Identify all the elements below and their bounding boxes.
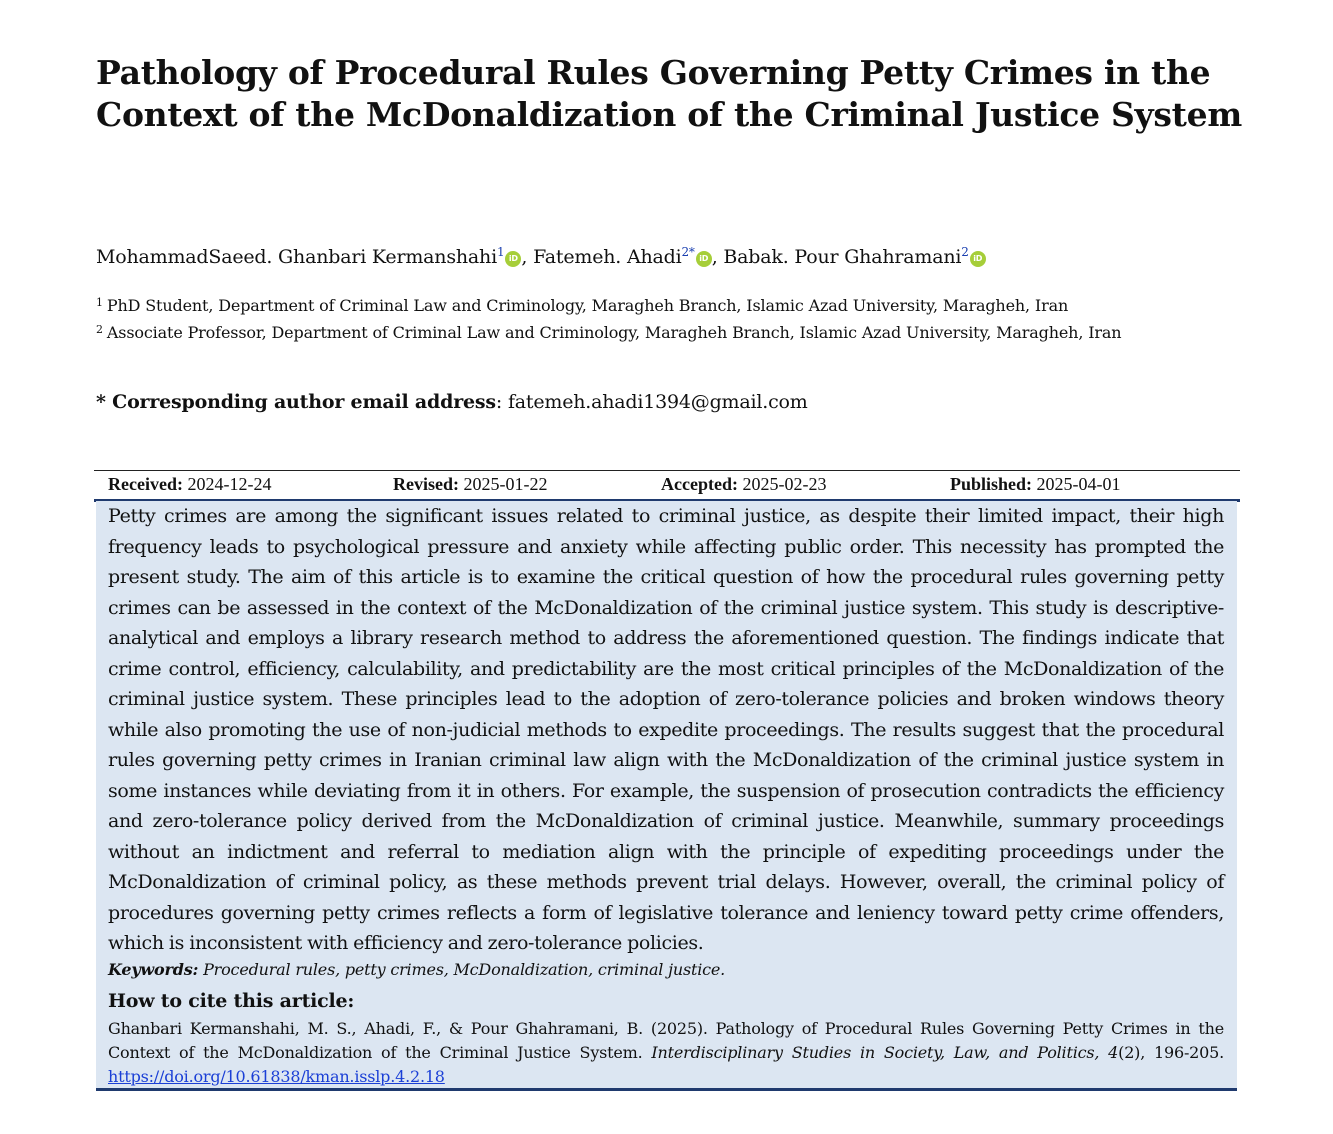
affiliation-text: PhD Student, Department of Criminal Law and Criminology, Maragheh Branch, Islamic Azad University, Maragheh, Iran xyxy=(106,296,1069,315)
orcid-icon[interactable]: iD xyxy=(970,251,986,267)
author-name: MohammadSaeed. Ghanbari Kermanshahi xyxy=(96,246,497,268)
date-value: 2025-02-23 xyxy=(742,474,827,494)
date-label: Published: xyxy=(950,474,1033,494)
date-label: Revised: xyxy=(393,474,459,494)
author-name: Fatemeh. Ahadi xyxy=(533,246,682,268)
affiliation-text: Associate Professor, Department of Criminal Law and Criminology, Maragheh Branch, Islamic Azad University, Maragheh, Iran xyxy=(106,323,1122,342)
citation-issue-pages: (2), 196-205. xyxy=(1118,1043,1224,1062)
article-title: Pathology of Procedural Rules Governing Petty Crimes in the Context of the McDonaldization of the Criminal Justice System xyxy=(96,53,1242,134)
author-separator: , xyxy=(521,246,534,268)
author-affiliation-mark: 2* xyxy=(681,245,695,259)
orcid-icon[interactable]: iD xyxy=(696,251,712,267)
affiliation-list xyxy=(96,291,1121,345)
author-list xyxy=(96,238,986,271)
date-value: 2025-01-22 xyxy=(463,474,548,494)
date-value: 2024-12-24 xyxy=(187,474,272,494)
date-label: Accepted: xyxy=(661,474,738,494)
keywords-text: Procedural rules, petty crimes, McDonaldization, criminal justice. xyxy=(203,960,726,979)
author-separator: , xyxy=(711,246,724,268)
date-received xyxy=(108,471,271,498)
author-affiliation-mark: 1 xyxy=(496,245,505,259)
citation-text xyxy=(108,1017,1224,1089)
corresponding-author xyxy=(96,388,808,416)
affiliation-number: 1 xyxy=(96,296,103,309)
date-accepted xyxy=(661,471,826,498)
affiliation-number: 2 xyxy=(96,323,103,336)
author-affiliation-mark: 2 xyxy=(961,245,969,259)
abstract-text: Petty crimes are among the significant issues related to criminal justice, as despite their limited impact, their high frequency leads to psychological pressure and anxiety while affecting public order. This necessity has prompted the present study. The aim of this article is to examine the critical question of how the procedural rules governing petty crimes can be assessed in the context of the McDonaldization of the criminal justice system. This study is descriptive-analytical and employs a library research method to address the aforementioned question. The findings indicate that crime control, efficiency, calculability, and predictability are the most critical principles of the McDonaldization of the criminal justice system. These principles lead to the adoption of zero-tolerance policies and broken windows theory while also promoting the use of non-judicial methods to expedite proceedings. The results suggest that the procedural rules governing petty crimes in Iranian criminal law align with the McDonaldization of the criminal justice system in some instances while deviating from it in others. For example, the suspension of prosecution contradicts the efficiency and zero-tolerance policy derived from the McDonaldization of criminal justice. Meanwhile, summary proceedings without an indictment and referral to mediation align with the principle of expediting proceedings under the McDonaldization of criminal policy, as these methods prevent trial delays. However, overall, the criminal policy of procedures governing petty crimes reflects a form of legislative tolerance and leniency toward petty crime offenders, which is inconsistent with efficiency and zero-tolerance policies. xyxy=(108,505,1224,954)
date-value: 2025-04-01 xyxy=(1036,474,1121,494)
citation-heading: How to cite this article: xyxy=(108,990,355,1012)
doi-link[interactable]: https://doi.org/10.61838/kman.isslp.4.2.18 xyxy=(108,1067,445,1086)
abstract-box xyxy=(96,501,1237,1091)
date-revised xyxy=(393,471,548,498)
keywords-label: Keywords: xyxy=(108,960,199,979)
affiliation-item xyxy=(96,318,1121,345)
publication-dates xyxy=(94,470,1240,502)
corresponding-label: * Corresponding author email address xyxy=(96,391,496,413)
author-name: Babak. Pour Ghahramani xyxy=(723,246,962,268)
affiliation-item xyxy=(96,291,1121,318)
citation-journal: Interdisciplinary Studies in Society, Law, and Politics, 4 xyxy=(651,1043,1119,1062)
orcid-icon[interactable]: iD xyxy=(505,251,521,267)
corresponding-separator: : xyxy=(495,391,508,413)
date-published xyxy=(950,471,1121,498)
corresponding-email[interactable]: fatemeh.ahadi1394@gmail.com xyxy=(507,391,808,413)
keywords xyxy=(108,958,725,982)
date-label: Received: xyxy=(108,474,183,494)
citation-body: Ghanbari Kermanshahi, M. S., Ahadi, F., & Pour Ghahramani, B. (2025). Pathology of Procedural Rules Governing Petty Crimes in the Context of the McDonaldization of the Criminal Justice System. xyxy=(108,1019,1224,1062)
